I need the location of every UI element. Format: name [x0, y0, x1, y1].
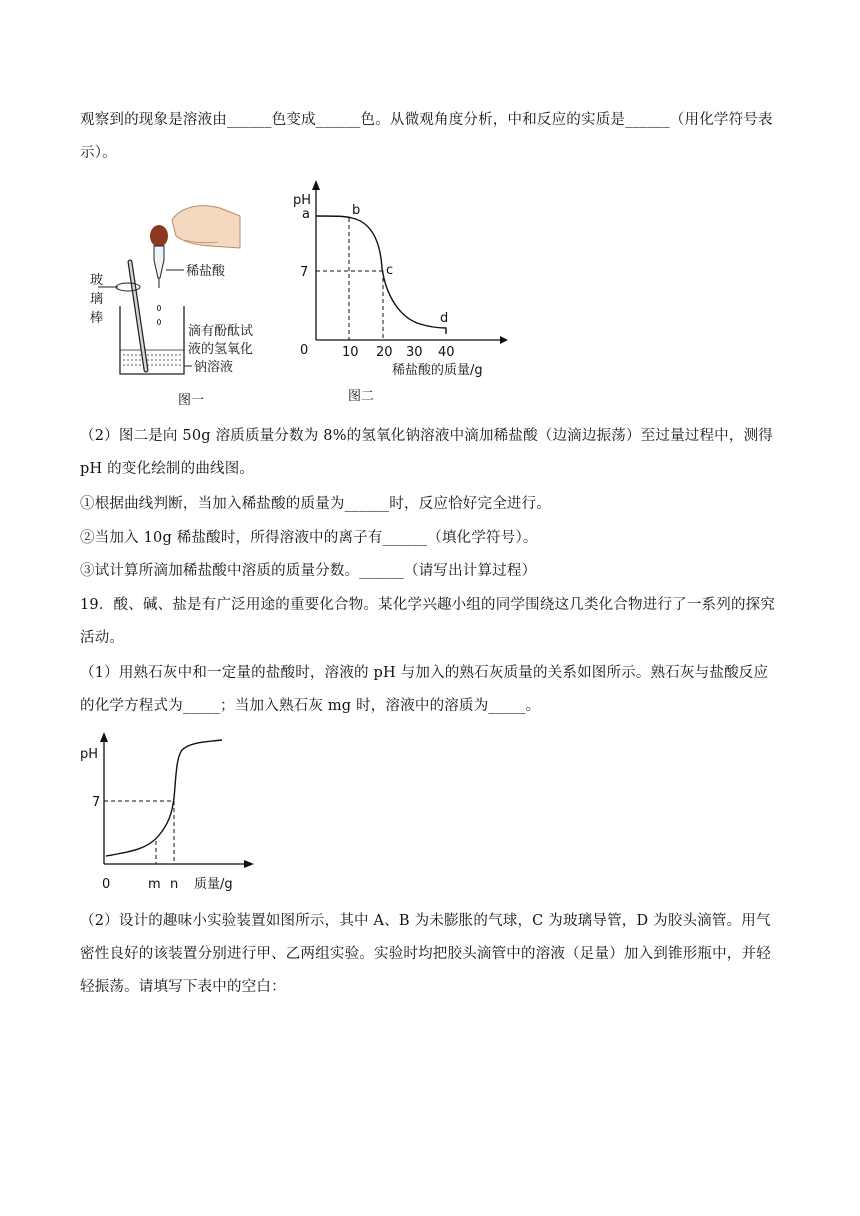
figure-2-caption: 图二 — [348, 389, 375, 404]
y-axis-label: pH — [293, 193, 312, 208]
figure-1-apparatus — [80, 190, 280, 412]
x-tick-10: 10 — [342, 345, 359, 360]
origin-label: 0 — [102, 877, 111, 892]
label-solution-2: 液的氢氧化 — [188, 342, 254, 357]
x-axis-label: 质量/g — [194, 877, 233, 892]
y-tick-7: 7 — [300, 265, 309, 280]
paragraph-q19-intro: 19．酸、碱、盐是有广泛用途的重要化合物。某化学兴趣小组的同学围绕这几类化合物进行了一系列的探究活动。 — [80, 597, 776, 646]
paragraph-q19-2: （2）设计的趣味小实验装置如图所示，其中 A、B 为未膨胀的气球，C 为玻璃导管，D 为胶头滴管。用气密性良好的该装置分别进行甲、乙两组实验。实验时均把胶头滴管中的溶液（足量）加入到锥形瓶中，并轻轻振荡。请填写下表中的空白： — [80, 913, 771, 995]
origin-label: 0 — [300, 343, 309, 358]
paragraph-observation: 观察到的现象是溶液由______色变成______色。从微观角度分析，中和反应的实质是______（用化学符号表示）。 — [80, 112, 773, 161]
point-c: c — [386, 263, 394, 278]
label-solution-3: 钠溶液 — [194, 360, 234, 375]
paragraph-q19-1: （1）用熟石灰中和一定量的盐酸时，溶液的 pH 与加入的熟石灰质量的关系如图所示。熟石灰与盐酸反应的化学方程式为_____；当加入熟石灰 mg 时，溶液中的溶质为_____。 — [80, 665, 769, 714]
x-tick-m: m — [148, 877, 161, 892]
figure-3-chart — [78, 728, 258, 898]
label-solution-1: 滴有酚酞试 — [188, 324, 254, 339]
paragraph-q2-2: ②当加入 10g 稀盐酸时，所得溶液中的离子有______（填化学符号）。 — [80, 530, 538, 546]
x-tick-30: 30 — [406, 345, 423, 360]
x-tick-n: n — [170, 877, 179, 892]
label-rod-1: 玻 — [90, 273, 104, 288]
paragraph-question-2: （2）图二是向 50g 溶质质量分数为 8%的氢氧化钠溶液中滴加稀盐酸（边滴边振荡）至过量过程中，测得 pH 的变化绘制的曲线图。 — [80, 428, 773, 477]
point-b: b — [352, 203, 361, 218]
ph-curve — [316, 216, 449, 334]
x-tick-40: 40 — [438, 345, 455, 360]
figure-1-caption: 图一 — [178, 393, 205, 408]
point-a: a — [302, 207, 310, 222]
dropper-tube — [154, 246, 164, 278]
hand-icon — [172, 206, 240, 248]
paragraph-q2-3: ③试计算所滴加稀盐酸中溶质的质量分数。______（请写出计算过程） — [80, 563, 537, 579]
beaker — [120, 306, 184, 374]
x-tick-20: 20 — [376, 345, 393, 360]
y-tick-7: 7 — [92, 795, 101, 810]
label-rod-2: 璃 — [90, 292, 104, 307]
x-axis-label: 稀盐酸的质量/g — [392, 363, 483, 378]
ph-curve — [106, 740, 222, 856]
paragraph-q2-1: ①根据曲线判断，当加入稀盐酸的质量为______时，反应恰好完全进行。 — [80, 496, 551, 512]
label-rod-3: 棒 — [90, 311, 104, 326]
dropper-bulb — [150, 225, 168, 247]
y-axis-label: pH — [80, 747, 99, 762]
figure-2-chart — [290, 178, 520, 410]
label-dilute-acid: 稀盐酸 — [186, 264, 226, 279]
point-d: d — [440, 311, 449, 326]
